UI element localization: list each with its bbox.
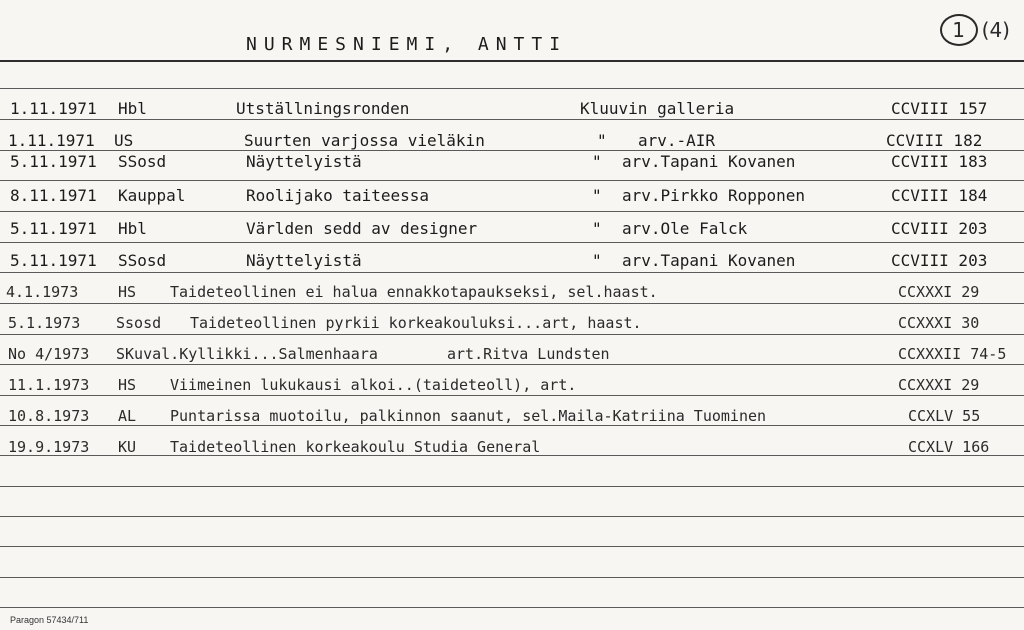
ruled-line (0, 577, 1024, 578)
entry-ditto: " (592, 186, 602, 205)
entry-ref: CCXXXI 29 (898, 376, 980, 394)
entry-date: 4.1.1973 (6, 283, 79, 301)
entry-row (0, 186, 1024, 208)
entry-source: US (114, 131, 134, 150)
entry-date: 8.11.1971 (10, 186, 97, 205)
entry-ref: CCVIII 184 (891, 186, 988, 205)
entry-venue: arv.Ole Falck (622, 219, 748, 238)
card-total: (4) (981, 18, 1010, 42)
entry-title: Taideteollinen pyrkii korkeakouluksi...art, haast. (190, 314, 642, 332)
entry-title: Utställningsronden (236, 99, 410, 118)
entry-row (0, 376, 1024, 398)
entry-row (0, 131, 1024, 153)
entry-ref: CCXLV 55 (908, 407, 981, 425)
entry-title: Puntarissa muotoilu, palkinnon saanut, sel.Maila-Katriina Tuominen (170, 407, 767, 425)
entry-venue: arv.Tapani Kovanen (622, 152, 796, 171)
entry-row (0, 152, 1024, 174)
entry-date: 1.11.1971 (10, 99, 97, 118)
card-number (940, 14, 1010, 46)
entry-date: 11.1.1973 (8, 376, 90, 394)
entry-source: Hbl (118, 99, 147, 118)
entry-ditto: " (592, 219, 602, 238)
header-rule (0, 60, 1024, 62)
card-footer: Paragon 57434/711 (10, 615, 89, 625)
entry-date: 1.11.1971 (8, 131, 95, 150)
entry-source: SSosd (118, 152, 167, 171)
card-number-circled: 1 (940, 14, 978, 46)
entry-ref: CCXXXI 29 (898, 283, 980, 301)
entry-ref: CCVIII 183 (891, 152, 988, 171)
entry-source: HS (118, 376, 137, 394)
ruled-line (0, 211, 1024, 212)
entry-date: 5.11.1971 (10, 251, 97, 270)
entry-ref: CCXLV 166 (908, 438, 990, 456)
entry-row (0, 283, 1024, 305)
entry-title: Roolijako taiteessa (246, 186, 430, 205)
entry-source: KU (118, 438, 137, 456)
entry-title: Världen sedd av designer (246, 219, 478, 238)
entry-date: 5.11.1971 (10, 152, 97, 171)
entry-date: No 4/1973 (8, 345, 90, 363)
entry-title: Taideteollinen ei halua ennakkotapaukseksi, sel.haast. (170, 283, 658, 301)
entry-venue: arv.Pirkko Ropponen (622, 186, 806, 205)
entry-ref: CCXXXII 74-5 (898, 345, 1007, 363)
ruled-line (0, 486, 1024, 487)
entry-row (0, 345, 1024, 367)
entry-source: AL (118, 407, 137, 425)
entry-ditto: " (592, 251, 602, 270)
entry-row (0, 314, 1024, 336)
entry-row (0, 219, 1024, 241)
entry-date: 5.11.1971 (10, 219, 97, 238)
entry-title: Viimeinen lukukausi alkoi..(taideteoll), art. (170, 376, 577, 394)
entry-title: Taideteollinen korkeakoulu Studia General (170, 438, 541, 456)
entry-ref: CCVIII 182 (886, 131, 983, 150)
entry-source: Hbl (118, 219, 147, 238)
entry-title: Näyttelyistä (246, 152, 362, 171)
entry-source: SSosd (118, 251, 167, 270)
ruled-line (0, 546, 1024, 547)
entry-title: Suurten varjossa vieläkin (244, 131, 485, 150)
entry-row (0, 438, 1024, 460)
entry-ref: CCXXXI 30 (898, 314, 980, 332)
entry-venue: arv.Tapani Kovanen (622, 251, 796, 270)
entry-row (0, 251, 1024, 273)
entry-row (0, 99, 1024, 121)
entry-source: Ssosd (116, 314, 162, 332)
ruled-line (0, 88, 1024, 89)
entry-ditto: " (592, 152, 602, 171)
entry-source: SKuval.Kyllikki...Salmenhaara (116, 345, 378, 363)
entry-date: 5.1.1973 (8, 314, 81, 332)
entry-title: art.Ritva Lundsten (447, 345, 610, 363)
entry-venue: arv.-AIR (638, 131, 716, 150)
card-title: NURMESNIEMI, ANTTI (246, 34, 568, 55)
ruled-line (0, 607, 1024, 608)
entry-venue: Kluuvin galleria (580, 99, 735, 118)
entry-ref: CCVIII 157 (891, 99, 988, 118)
entry-ditto: " (597, 131, 607, 150)
entry-date: 10.8.1973 (8, 407, 90, 425)
ruled-line (0, 242, 1024, 243)
entry-row (0, 407, 1024, 429)
ruled-line (0, 516, 1024, 517)
entry-title: Näyttelyistä (246, 251, 362, 270)
entry-source: Kauppal (118, 186, 186, 205)
entry-ref: CCVIII 203 (891, 251, 988, 270)
ruled-line (0, 180, 1024, 181)
entry-date: 19.9.1973 (8, 438, 90, 456)
entry-source: HS (118, 283, 137, 301)
entry-ref: CCVIII 203 (891, 219, 988, 238)
